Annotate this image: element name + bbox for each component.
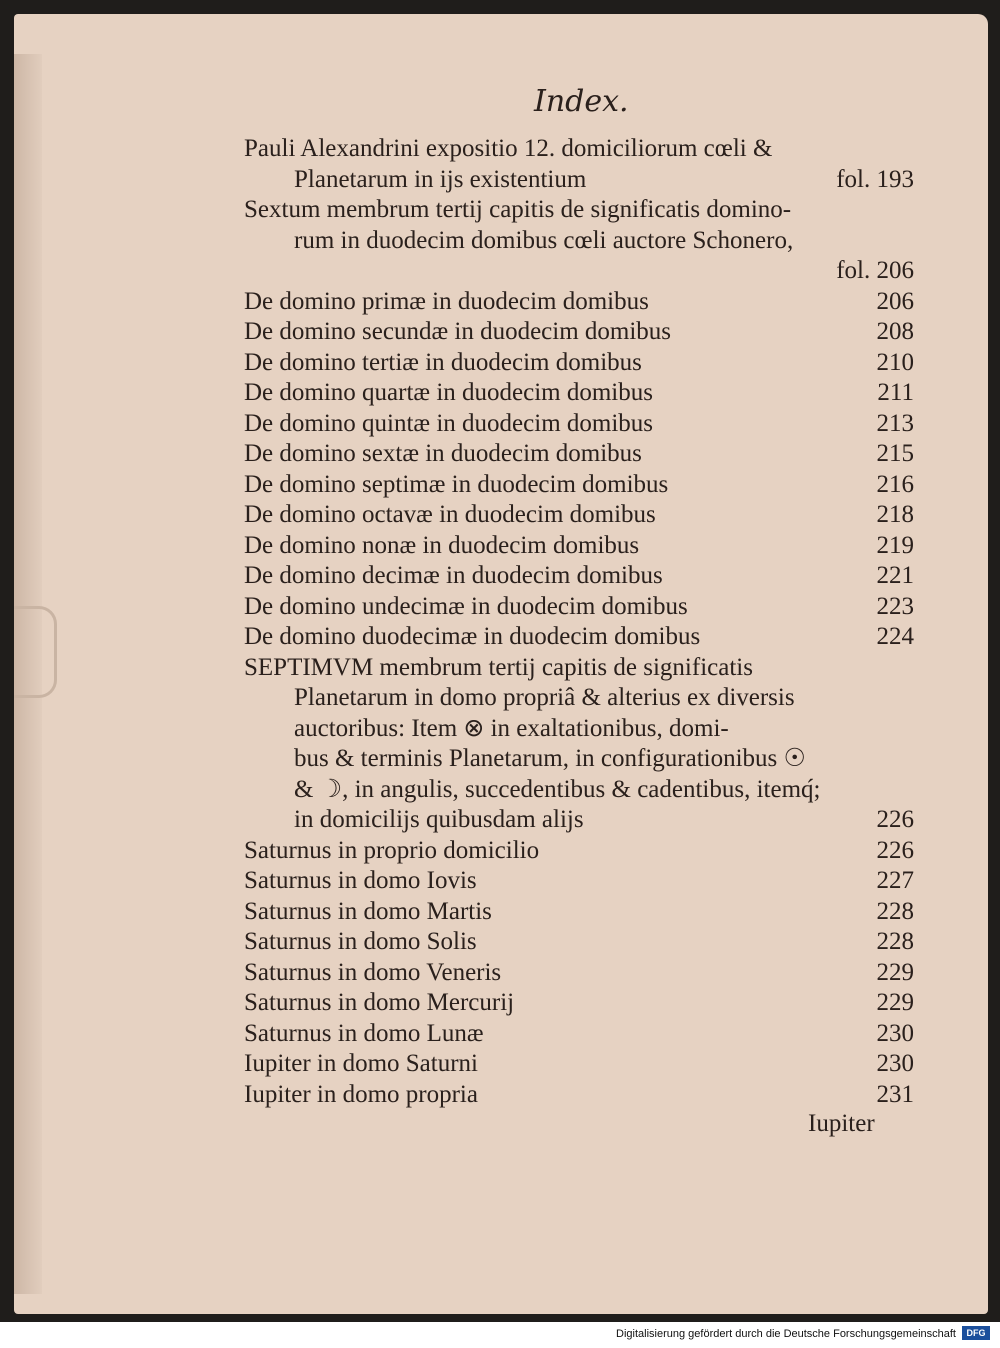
entry-text: De domino decimæ in duodecim domibus — [244, 562, 663, 589]
entry-folio: 231 — [876, 1080, 914, 1108]
entry-text: Iupiter in domo Saturni — [244, 1050, 478, 1077]
page-clip — [14, 606, 57, 698]
entry-folio: 226 — [876, 806, 914, 833]
index-entry — [244, 439, 914, 470]
entry-folio: 210 — [876, 348, 914, 376]
index-entry — [244, 897, 914, 928]
index-entry — [244, 622, 914, 653]
entry-folio: 221 — [876, 562, 914, 589]
entry-folio: 229 — [876, 958, 914, 986]
entry-text: De domino sextæ in duodecim domibus — [244, 440, 642, 467]
entry-text: Saturnus in proprio domicilio — [244, 836, 540, 864]
index-entry — [244, 195, 914, 226]
entry-folio — [854, 653, 914, 684]
index-entry — [244, 500, 914, 531]
page-heading: Index. — [534, 84, 629, 119]
entry-folio: 229 — [876, 989, 914, 1016]
entry-text: Planetarum in ijs existentium — [294, 165, 587, 193]
index-entry — [244, 1049, 914, 1080]
entry-text: De domino primæ in duodecim domibus — [244, 287, 649, 315]
funding-notice: Digitalisierung gefördert durch die Deutsche Forschungsgemeinschaft — [616, 1328, 956, 1340]
entry-folio — [854, 195, 914, 226]
index-entry — [244, 866, 914, 897]
entry-text: SEPTIMVM membrum tertij capitis de significatis — [244, 653, 753, 681]
entry-text: De domino quintæ in duodecim domibus — [244, 409, 654, 437]
entry-text: Saturnus in domo Lunæ — [244, 1019, 484, 1047]
entry-folio: 213 — [876, 409, 914, 437]
index-entry — [244, 409, 914, 440]
entry-folio: fol. 193 — [836, 165, 914, 193]
entry-text: De domino duodecimæ in duodecim domibus — [244, 623, 701, 650]
entry-folio: 215 — [876, 440, 914, 467]
index-entry — [244, 561, 914, 592]
index-entry — [244, 744, 914, 775]
entry-text: in domicilijs quibusdam alijs — [294, 806, 584, 833]
index-entry — [244, 470, 914, 501]
entry-text: Planetarum in domo propriâ & alterius ex diversis — [294, 684, 795, 711]
entry-text: De domino secundæ in duodecim domibus — [244, 318, 672, 345]
entry-folio: 206 — [876, 287, 914, 315]
index-entry — [244, 348, 914, 379]
entry-folio: 224 — [876, 623, 914, 650]
index-entry — [244, 592, 914, 623]
entry-text: auctoribus: Item ⊗ in exaltationibus, domi- — [294, 714, 729, 742]
entry-text: Saturnus in domo Veneris — [244, 958, 502, 986]
entry-text: Sextum membrum tertij capitis de significatis domino- — [244, 196, 792, 223]
index-entry — [244, 988, 914, 1019]
index-entry — [244, 805, 914, 836]
entry-folio: 218 — [876, 501, 914, 528]
index-entry — [244, 287, 914, 318]
entry-folio — [854, 775, 914, 806]
entry-folio: 230 — [876, 1019, 914, 1047]
entry-folio — [854, 744, 914, 775]
entry-text: Saturnus in domo Iovis — [244, 867, 477, 894]
index-entry — [244, 836, 914, 867]
entry-text: De domino septimæ in duodecim domibus — [244, 470, 669, 498]
entry-text: De domino nonæ in duodecim domibus — [244, 531, 640, 559]
entry-text: & ☽, in angulis, succedentibus & cadentibus, itemq́; — [294, 775, 821, 803]
entry-folio: 230 — [876, 1050, 914, 1077]
entry-text: Saturnus in domo Martis — [244, 897, 492, 925]
index-entry — [244, 775, 914, 806]
index-entry — [244, 683, 914, 714]
entry-text: Saturnus in domo Mercurij — [244, 989, 515, 1016]
entry-text: De domino tertiæ in duodecim domibus — [244, 348, 642, 376]
entry-text: rum in duodecim domibus cœli auctore Schonero, — [294, 226, 794, 254]
entry-text: Iupiter in domo propria — [244, 1080, 478, 1108]
index-entry — [244, 714, 914, 745]
entry-folio: fol. 206 — [836, 257, 914, 284]
entry-text: Saturnus in domo Solis — [244, 928, 477, 955]
index-entry — [244, 1019, 914, 1050]
entry-folio — [854, 134, 914, 165]
index-entries — [244, 134, 914, 1110]
index-entry — [244, 653, 914, 684]
entry-text: De domino octavæ in duodecim domibus — [244, 501, 656, 528]
entry-folio: 227 — [876, 867, 914, 894]
index-entry — [244, 226, 914, 257]
index-entry — [244, 134, 914, 165]
index-entry — [244, 317, 914, 348]
index-entry — [244, 927, 914, 958]
entry-folio: 208 — [876, 318, 914, 345]
dfg-logo: DFG — [962, 1326, 990, 1340]
index-entry — [244, 378, 914, 409]
entry-folio: 211 — [877, 379, 914, 406]
entry-folio: 228 — [876, 928, 914, 955]
entry-folio: 216 — [876, 470, 914, 498]
catchword: Iupiter — [808, 1110, 875, 1137]
entry-folio — [854, 226, 914, 257]
entry-text: De domino quartæ in duodecim domibus — [244, 379, 653, 406]
entry-folio: 223 — [876, 592, 914, 620]
entry-folio: 219 — [876, 531, 914, 559]
entry-text: Pauli Alexandrini expositio 12. domiciliorum cœli & — [244, 135, 773, 162]
entry-folio: 228 — [876, 897, 914, 925]
entry-folio: 226 — [876, 836, 914, 864]
index-entry — [244, 165, 914, 196]
entry-folio — [854, 714, 914, 745]
index-entry — [244, 958, 914, 989]
entry-text: De domino undecimæ in duodecim domibus — [244, 592, 688, 620]
index-entry — [244, 1080, 914, 1111]
index-entry — [244, 256, 914, 287]
entry-text: bus & terminis Planetarum, in configurationibus ☉ — [294, 745, 806, 772]
index-entry — [244, 531, 914, 562]
entry-folio — [854, 683, 914, 714]
